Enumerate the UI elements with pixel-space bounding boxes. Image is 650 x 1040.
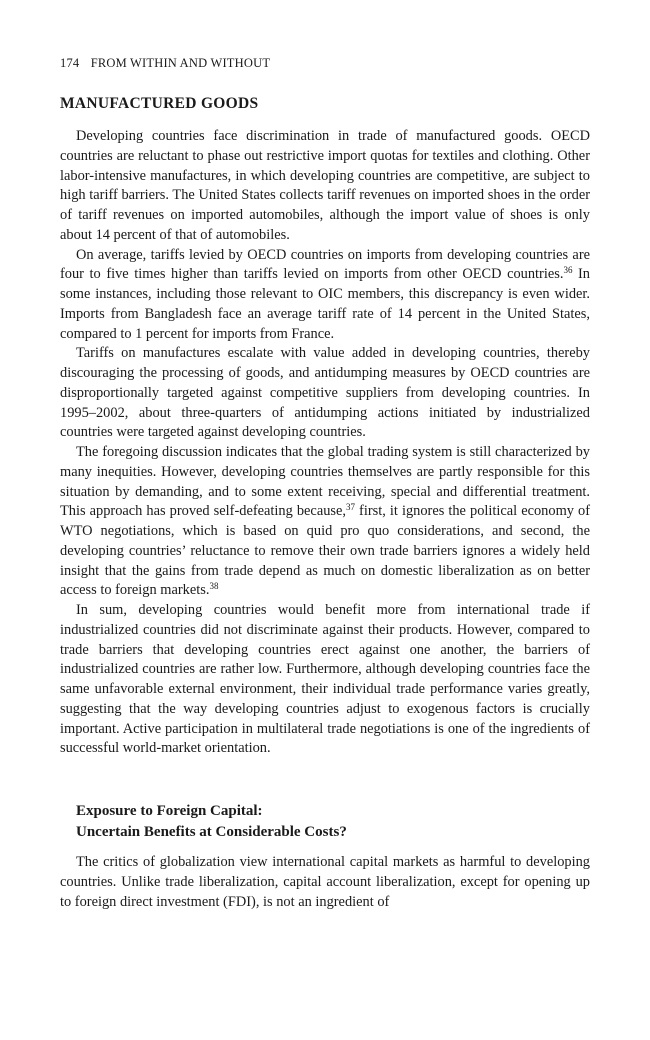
book-page (60, 56, 590, 912)
running-head (60, 56, 590, 71)
paragraph-4-text-a: The foregoing discussion indicates that the global trading system is still characterized by many inequities. However, developing countries themselves are partly responsible for this situation by demanding, and to some extent receiving, special and differential treatment. This approach has proved self-defeating because, (60, 444, 590, 520)
paragraph-3: Tariffs on manufactures escalate with value added in developing countries, thereby discouraging the processing of goods, and antidumping measures by OECD countries are disproportionally targeted against competitive suppliers from developing countries. In 1995–2002, about three-quarters of antidumping actions initiated by industrialized countries were targeted against developing countries. (60, 345, 590, 441)
subsection-heading-line-2: Uncertain Benefits at Considerable Costs? (76, 824, 347, 840)
running-title: FROM WITHIN AND WITHOUT (90, 56, 271, 70)
section-title: MANUFACTURED GOODS (60, 95, 259, 112)
footnote-ref-36[interactable]: 36 (563, 265, 573, 276)
paragraph-2-text-a: On average, tariffs levied by OECD countries on imports from developing countries are four to five times higher than tariffs levied on imports from other OECD countries. (60, 246, 590, 283)
closing-paragraph: The critics of globalization view international capital markets as harmful to developing countries. Unlike trade liberalization, capital account liberalization, except for opening up to foreign direct investment (FDI), is not an ingredient of (60, 854, 590, 910)
paragraph-5: In sum, developing countries would benefit more from international trade if industrialized countries did not discriminate against their products. However, compared to trade barriers that developing countries erect against one another, the barriers of industrialized countries are rather low. Furthermore, although developing countries face the same unfavorable external environment, their individual trade performance varies greatly, suggesting that the way developing countries adjust to exogenous factors is crucially important. Active participation in multilateral trade negotiations is one of the ingredients of successful world-market orientation. (60, 602, 590, 757)
paragraph-4-text-b: first, it ignores the political economy of WTO negotiations, which is based on quid pro quo considerations, and second, the developing countries’ reluctance to remove their own trade barriers ignores a widely held insight that the gains from trade depend as much on domestic liberalization as on better access to foreign markets. (60, 503, 591, 599)
paragraph-4 (60, 443, 590, 601)
footnote-ref-37[interactable]: 37 (346, 502, 355, 513)
paragraph-2 (60, 246, 590, 345)
page-number: 174 (60, 56, 80, 70)
paragraph-1: Developing countries face discrimination in trade of manufactured goods. OECD countries are reluctant to phase out restrictive import quotas for textiles and clothing. Other labor-intensive manufactures, in which developing countries are competitive, are subject to high tariff barriers. The United States collects tariff revenues on imported shoes in the order of tariff revenues on imported automobiles, although the import value of shoes is only about 14 percent of that of automobiles. (60, 128, 590, 243)
paragraph-2-text-b: In some instances, including those relevant to OIC members, this discrepancy is even wider. Imports from Bangladesh face an average tariff rate of 14 percent in the United States, compared to 1 percent for imports from France. (60, 266, 591, 342)
subsection-heading (76, 801, 590, 843)
subsection-heading-line-1: Exposure to Foreign Capital: (76, 803, 263, 819)
footnote-ref-38[interactable]: 38 (209, 581, 219, 592)
